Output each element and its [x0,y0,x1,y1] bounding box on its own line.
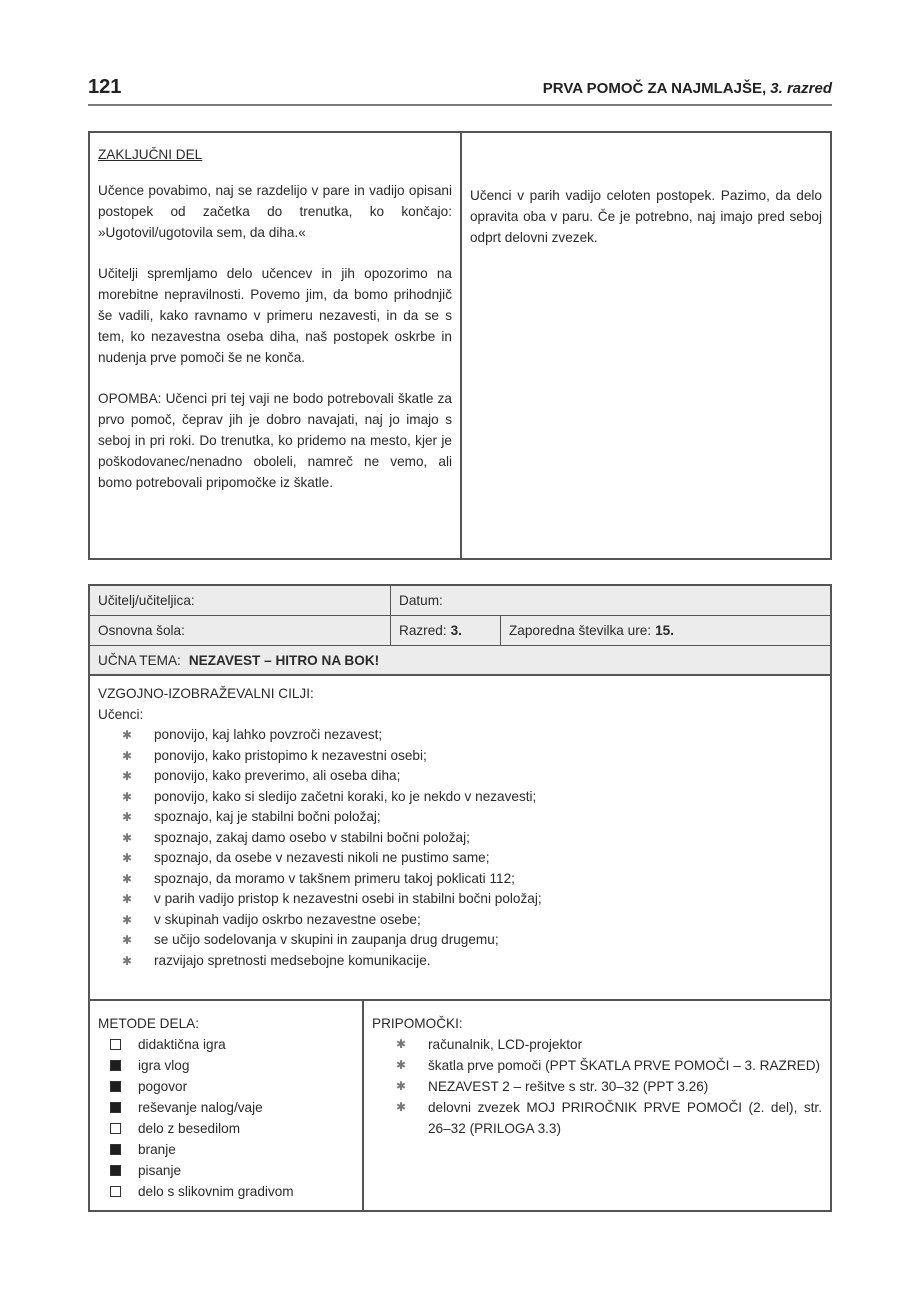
list-item [120,746,822,767]
asterisk-bullet-icon: ✱ [122,769,133,783]
goals-intro: Učenci: [98,706,144,722]
asterisk-bullet-icon: ✱ [396,1037,407,1051]
book-title-grade: 3. razred [770,80,832,97]
method-item [110,1034,354,1055]
grade-field [390,616,500,645]
method-item [110,1139,354,1160]
goals-title: VZGOJNO-IZOBRAŽEVALNI CILJI: [98,686,314,701]
lesson-form [88,584,832,1212]
list-item [120,828,822,849]
asterisk-bullet-icon: ✱ [396,1100,407,1114]
list-item [120,725,822,746]
aid-text: računalnik, LCD-projektor [428,1037,583,1052]
closing-right-column [462,133,830,558]
checkbox-checked-icon [110,1144,121,1155]
method-item [110,1076,354,1097]
list-item [120,951,822,972]
form-row-teacher [90,586,830,616]
form-row-school [90,616,830,646]
topic-value: NEZAVEST – HITRO NA BOK! [188,652,380,668]
goal-text: spoznajo, zakaj damo osebo v stabilni bočni položaj; [154,829,470,845]
method-label: igra vlog [138,1058,190,1073]
list-item [120,889,822,910]
checkbox-unchecked-icon [110,1123,121,1134]
asterisk-bullet-icon: ✱ [122,830,133,845]
method-item [110,1055,354,1076]
list-item [120,848,822,869]
goal-text: ponovijo, kako si sledijo začetni koraki, ko je nekdo v nezavesti; [154,788,537,804]
aids-list [372,1034,822,1139]
date-field: Datum: [390,586,830,615]
aid-text: škatla prve pomoči (PPT ŠKATLA PRVE POMOČI – 3. RAZRED) [428,1058,821,1073]
grade-value: 3. [450,623,462,638]
goal-text: ponovijo, kako pristopimo k nezavestni osebi; [154,747,427,763]
book-title-main: PRVA POMOČ ZA NAJMLAJŠE, [542,80,767,97]
teacher-field: Učitelj/učiteljica: [98,593,195,608]
list-item [120,766,822,787]
method-item [110,1118,354,1139]
lesson-number-label: Zaporedna številka ure: [509,623,652,638]
method-item [110,1160,354,1181]
asterisk-bullet-icon: ✱ [396,1079,407,1093]
grade-label: Razred: [399,623,447,638]
topic-label: UČNA TEMA: [98,652,181,668]
methods-list [98,1034,354,1202]
methods-title: METODE DELA: [98,1016,199,1031]
asterisk-bullet-icon: ✱ [122,912,133,927]
checkbox-checked-icon [110,1060,121,1071]
checkbox-checked-icon [110,1165,121,1176]
list-item [394,1097,822,1139]
checkbox-unchecked-icon [110,1039,121,1050]
paragraph: Učenci v parih vadijo celoten postopek. Pazimo, da delo opravita oba v paru. Če je potrebno, naj imajo pred seboj odprt delovni zvezek. [470,188,822,245]
aids-section [364,1001,830,1211]
book-title [543,80,832,97]
list-item [394,1034,822,1055]
asterisk-bullet-icon: ✱ [396,1058,407,1072]
list-item [120,869,822,890]
methods-and-aids [90,1001,830,1211]
asterisk-bullet-icon: ✱ [122,953,133,968]
asterisk-bullet-icon: ✱ [122,810,133,824]
checkbox-unchecked-icon [110,1186,121,1197]
asterisk-bullet-icon: ✱ [122,789,133,804]
asterisk-bullet-icon: ✱ [122,748,133,763]
method-item [110,1097,354,1118]
method-label: pogovor [138,1079,188,1094]
paragraph: Učitelji spremljamo delo učencev in jih opozorimo na morebitne nepravilnosti. Povemo jim, da bomo prihodnjič še vadili, kako ravnamo v primeru nezavesti, in da se s tem, ko nezavestna oseba diha, naš postopek oskrbe in nudenja prve pomoči še ne konča. [98,266,452,365]
list-item [394,1076,822,1097]
topic-field [90,646,830,674]
asterisk-bullet-icon: ✱ [122,728,133,742]
goal-text: spoznajo, da osebe v nezavesti nikoli ne pustimo same; [154,850,490,865]
list-item [120,787,822,808]
method-label: didaktična igra [138,1037,226,1052]
aids-title: PRIPOMOČKI: [372,1016,463,1031]
paragraph: Učence povabimo, naj se razdelijo v pare in vadijo opisani postopek od začetka do trenutka, ko končajo: »Ugotovil/ugotovila sem, da diha.« [98,183,452,240]
goal-text: ponovijo, kako preverimo, ali oseba diha; [154,768,401,783]
goal-text: razvijajo spretnosti medsebojne komunikacije. [154,952,431,968]
goal-text: v parih vadijo pristop k nezavestni osebi in stabilni bočni položaj; [154,891,542,906]
closing-section-box [88,131,832,560]
goal-text: spoznajo, kaj je stabilni bočni položaj; [154,809,381,824]
list-item [394,1055,822,1076]
page-header [88,76,832,106]
school-field: Osnovna šola: [98,623,185,638]
list-item [120,807,822,828]
method-label: pisanje [138,1163,182,1178]
goals-section [90,676,830,1001]
section-title: ZAKLJUČNI DEL [98,147,203,162]
list-item [120,910,822,931]
aid-text: delovni zvezek MOJ PRIROČNIK PRVE POMOČI (2. del), str. 26–32 (PRILOGA 3.3) [428,1100,822,1136]
goals-list [98,725,822,971]
list-item [120,930,822,951]
page-number: 121 [88,76,122,98]
method-label: reševanje nalog/vaje [138,1100,263,1115]
asterisk-bullet-icon: ✱ [122,892,133,906]
checkbox-checked-icon [110,1081,121,1092]
asterisk-bullet-icon: ✱ [122,871,133,886]
goal-text: se učijo sodelovanja v skupini in zaupanja drug drugemu; [154,932,499,947]
form-row-topic [90,646,830,676]
aid-text: NEZAVEST 2 – rešitve s str. 30–32 (PPT 3.26) [428,1079,709,1094]
goal-text: v skupinah vadijo oskrbo nezavestne osebe; [154,911,421,927]
checkbox-checked-icon [110,1102,121,1113]
asterisk-bullet-icon: ✱ [122,933,133,947]
method-label: delo s slikovnim gradivom [138,1184,294,1199]
asterisk-bullet-icon: ✱ [122,851,133,865]
method-label: branje [138,1142,176,1157]
lesson-number-field [500,616,830,645]
goal-text: ponovijo, kaj lahko povzroči nezavest; [154,727,383,742]
closing-left-column [90,133,462,558]
lesson-number-value: 15. [655,623,674,638]
note-paragraph: OPOMBA: Učenci pri tej vaji ne bodo potrebovali škatle za prvo pomoč, čeprav jih je dobro navajati, naj jo imajo s seboj in pri roki. Do trenutka, ko pridemo na mesto, kjer je poškodovanec/nenadno oboleli, namreč ne vemo, ali bomo potrebovali pripomočke iz škatle. [98,391,452,490]
method-item [110,1181,354,1202]
methods-section [90,1001,364,1211]
method-label: delo z besedilom [138,1121,241,1136]
goal-text: spoznajo, da moramo v takšnem primeru takoj poklicati 112; [154,870,515,886]
